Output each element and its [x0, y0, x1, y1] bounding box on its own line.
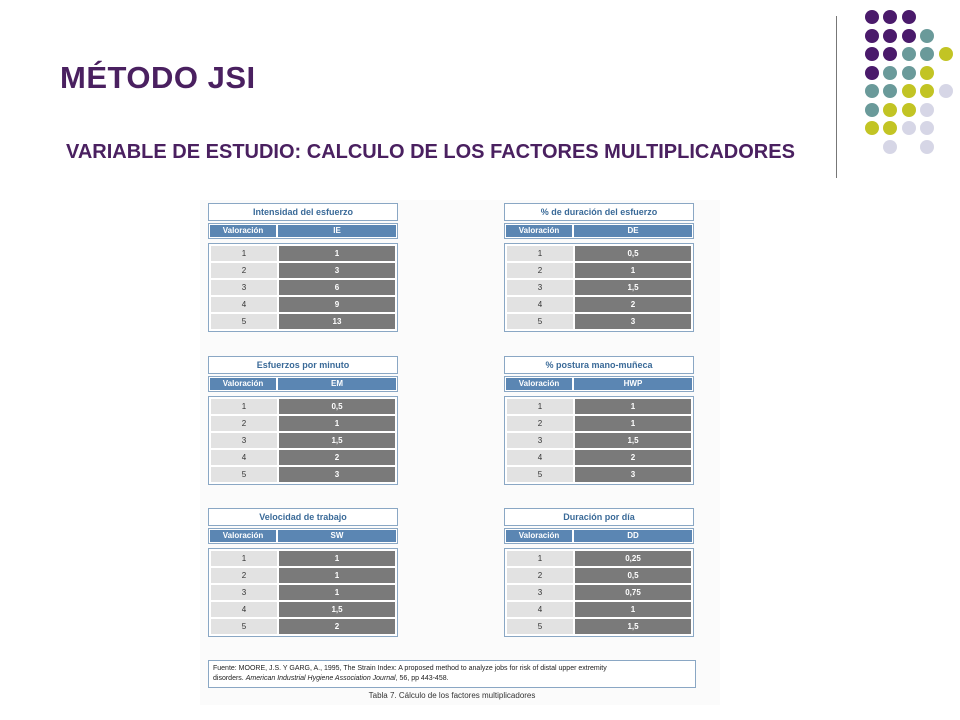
decorative-dot — [902, 84, 916, 98]
factor-table — [208, 203, 398, 332]
cell-valoracion: 1 — [507, 246, 573, 261]
table-row — [211, 551, 395, 566]
table-body — [208, 548, 398, 637]
cell-factor: 2 — [575, 450, 691, 465]
table-row — [211, 585, 395, 600]
cell-factor: 13 — [279, 314, 395, 329]
decorative-dot — [865, 66, 879, 80]
cell-valoracion: 4 — [211, 602, 277, 617]
cell-factor: 0,5 — [575, 246, 691, 261]
table-row — [507, 263, 691, 278]
table-header — [504, 376, 694, 392]
cell-factor: 1 — [279, 416, 395, 431]
table-title: Duración por día — [504, 508, 694, 526]
header-factor: IE — [278, 225, 396, 237]
cell-valoracion: 1 — [211, 399, 277, 414]
decorative-dot — [902, 29, 916, 43]
table-title: Esfuerzos por minuto — [208, 356, 398, 374]
cell-valoracion: 3 — [507, 585, 573, 600]
cell-factor: 1,5 — [575, 280, 691, 295]
decorative-dot — [883, 140, 897, 154]
cell-valoracion: 4 — [211, 450, 277, 465]
cell-factor: 1,5 — [279, 433, 395, 448]
page-subtitle: VARIABLE DE ESTUDIO: CALCULO DE LOS FACTORES MULTIPLICADORES — [66, 141, 795, 163]
cell-factor: 1 — [279, 551, 395, 566]
header-valoracion: Valoración — [506, 530, 572, 542]
cell-factor: 1 — [279, 568, 395, 583]
decorative-dot — [883, 10, 897, 24]
factors-figure — [200, 200, 720, 705]
table-row — [507, 602, 691, 617]
cell-valoracion: 4 — [507, 450, 573, 465]
source-line-2-post: , 56, pp 443-458. — [395, 675, 449, 682]
cell-valoracion: 1 — [507, 399, 573, 414]
cell-valoracion: 1 — [211, 551, 277, 566]
cell-factor: 0,25 — [575, 551, 691, 566]
page-title: MÉTODO JSI — [60, 60, 256, 95]
decorative-dot — [920, 84, 934, 98]
table-row — [211, 263, 395, 278]
cell-factor: 2 — [279, 450, 395, 465]
table-row — [211, 619, 395, 634]
figure-caption: Tabla 7. Cálculo de los factores multiplicadores — [368, 691, 536, 700]
decorative-dot — [920, 66, 934, 80]
header-factor: HWP — [574, 378, 692, 390]
cell-factor: 1,5 — [575, 433, 691, 448]
cell-valoracion: 3 — [507, 433, 573, 448]
table-body — [504, 243, 694, 332]
cell-valoracion: 2 — [507, 263, 573, 278]
header-valoracion: Valoración — [210, 378, 276, 390]
table-body — [504, 548, 694, 637]
cell-factor: 1 — [575, 416, 691, 431]
factor-table — [504, 203, 694, 332]
header-valoracion: Valoración — [506, 378, 572, 390]
decorative-dot — [902, 66, 916, 80]
table-title: Velocidad de trabajo — [208, 508, 398, 526]
decorative-dot — [865, 29, 879, 43]
cell-factor: 1 — [279, 585, 395, 600]
table-row — [211, 467, 395, 482]
cell-factor: 1 — [575, 399, 691, 414]
table-row — [211, 433, 395, 448]
decorative-dot — [920, 140, 934, 154]
source-line-1: Fuente: MOORE, J.S. Y GARG, A., 1995, The Strain Index: A proposed method to analyze jobs for risk of distal upper extremity — [213, 665, 607, 672]
decorative-dot — [939, 47, 953, 61]
cell-factor: 3 — [279, 263, 395, 278]
cell-valoracion: 3 — [211, 433, 277, 448]
decorative-dot — [865, 47, 879, 61]
decorative-dot — [883, 84, 897, 98]
table-row — [211, 416, 395, 431]
source-line-2 — [213, 674, 691, 684]
decorative-dot — [883, 121, 897, 135]
decorative-dot — [902, 47, 916, 61]
table-row — [507, 585, 691, 600]
table-row — [211, 399, 395, 414]
cell-factor: 1 — [575, 263, 691, 278]
table-row — [211, 314, 395, 329]
table-row — [507, 314, 691, 329]
cell-valoracion: 3 — [211, 280, 277, 295]
table-row — [507, 551, 691, 566]
header-factor: DE — [574, 225, 692, 237]
factor-table — [504, 356, 694, 485]
table-row — [211, 602, 395, 617]
decorative-dot — [883, 103, 897, 117]
table-header — [208, 376, 398, 392]
table-row — [211, 450, 395, 465]
table-header — [208, 223, 398, 239]
cell-valoracion: 2 — [507, 568, 573, 583]
cell-factor: 9 — [279, 297, 395, 312]
cell-valoracion: 4 — [507, 297, 573, 312]
cell-factor: 1 — [575, 602, 691, 617]
table-row — [507, 416, 691, 431]
decorative-dot — [920, 29, 934, 43]
cell-valoracion: 1 — [507, 551, 573, 566]
cell-factor: 1 — [279, 246, 395, 261]
cell-factor: 0,5 — [575, 568, 691, 583]
cell-valoracion: 3 — [211, 585, 277, 600]
decorative-dot — [883, 29, 897, 43]
decorative-dot — [939, 84, 953, 98]
decorative-dot — [883, 66, 897, 80]
cell-factor: 3 — [279, 467, 395, 482]
factor-table — [208, 356, 398, 485]
table-row — [507, 399, 691, 414]
header-factor: EM — [278, 378, 396, 390]
table-header — [504, 223, 694, 239]
decorative-dot — [865, 121, 879, 135]
table-row — [507, 467, 691, 482]
factor-table — [504, 508, 694, 637]
cell-valoracion: 2 — [211, 568, 277, 583]
decorative-dot — [865, 103, 879, 117]
cell-valoracion: 4 — [507, 602, 573, 617]
table-header — [504, 528, 694, 544]
cell-factor: 1,5 — [575, 619, 691, 634]
table-body — [504, 396, 694, 485]
cell-valoracion: 2 — [211, 263, 277, 278]
decorative-dot — [920, 103, 934, 117]
table-row — [507, 280, 691, 295]
table-row — [507, 568, 691, 583]
source-note — [208, 660, 696, 688]
decorative-dot — [902, 103, 916, 117]
table-row — [507, 297, 691, 312]
table-title: Intensidad del esfuerzo — [208, 203, 398, 221]
table-body — [208, 243, 398, 332]
cell-valoracion: 4 — [211, 297, 277, 312]
source-line-2-pre: disorders. — [213, 675, 246, 682]
cell-factor: 3 — [575, 467, 691, 482]
decorative-dot-grid — [846, 10, 956, 160]
table-row — [507, 433, 691, 448]
header-valoracion: Valoración — [506, 225, 572, 237]
cell-valoracion: 5 — [507, 619, 573, 634]
table-body — [208, 396, 398, 485]
cell-valoracion: 5 — [211, 619, 277, 634]
divider-line — [836, 16, 837, 178]
cell-factor: 0,75 — [575, 585, 691, 600]
table-row — [211, 280, 395, 295]
header-factor: DD — [574, 530, 692, 542]
cell-valoracion: 3 — [507, 280, 573, 295]
header-valoracion: Valoración — [210, 530, 276, 542]
header-factor: SW — [278, 530, 396, 542]
decorative-dot — [865, 10, 879, 24]
decorative-dot — [902, 10, 916, 24]
cell-factor: 1,5 — [279, 602, 395, 617]
cell-factor: 0,5 — [279, 399, 395, 414]
table-row — [211, 297, 395, 312]
table-header — [208, 528, 398, 544]
cell-valoracion: 2 — [507, 416, 573, 431]
source-journal: American Industrial Hygiene Association Journal — [245, 675, 396, 682]
table-row — [211, 246, 395, 261]
cell-factor: 6 — [279, 280, 395, 295]
decorative-dot — [865, 84, 879, 98]
cell-valoracion: 1 — [211, 246, 277, 261]
cell-valoracion: 2 — [211, 416, 277, 431]
table-row — [507, 450, 691, 465]
cell-factor: 2 — [279, 619, 395, 634]
table-row — [507, 246, 691, 261]
cell-factor: 2 — [575, 297, 691, 312]
cell-valoracion: 5 — [211, 467, 277, 482]
factor-table — [208, 508, 398, 637]
decorative-dot — [883, 47, 897, 61]
decorative-dot — [920, 47, 934, 61]
table-title: % de duración del esfuerzo — [504, 203, 694, 221]
cell-factor: 3 — [575, 314, 691, 329]
table-row — [507, 619, 691, 634]
decorative-dot — [902, 121, 916, 135]
cell-valoracion: 5 — [211, 314, 277, 329]
table-row — [211, 568, 395, 583]
table-title: % postura mano-muñeca — [504, 356, 694, 374]
cell-valoracion: 5 — [507, 467, 573, 482]
cell-valoracion: 5 — [507, 314, 573, 329]
header-valoracion: Valoración — [210, 225, 276, 237]
decorative-dot — [920, 121, 934, 135]
